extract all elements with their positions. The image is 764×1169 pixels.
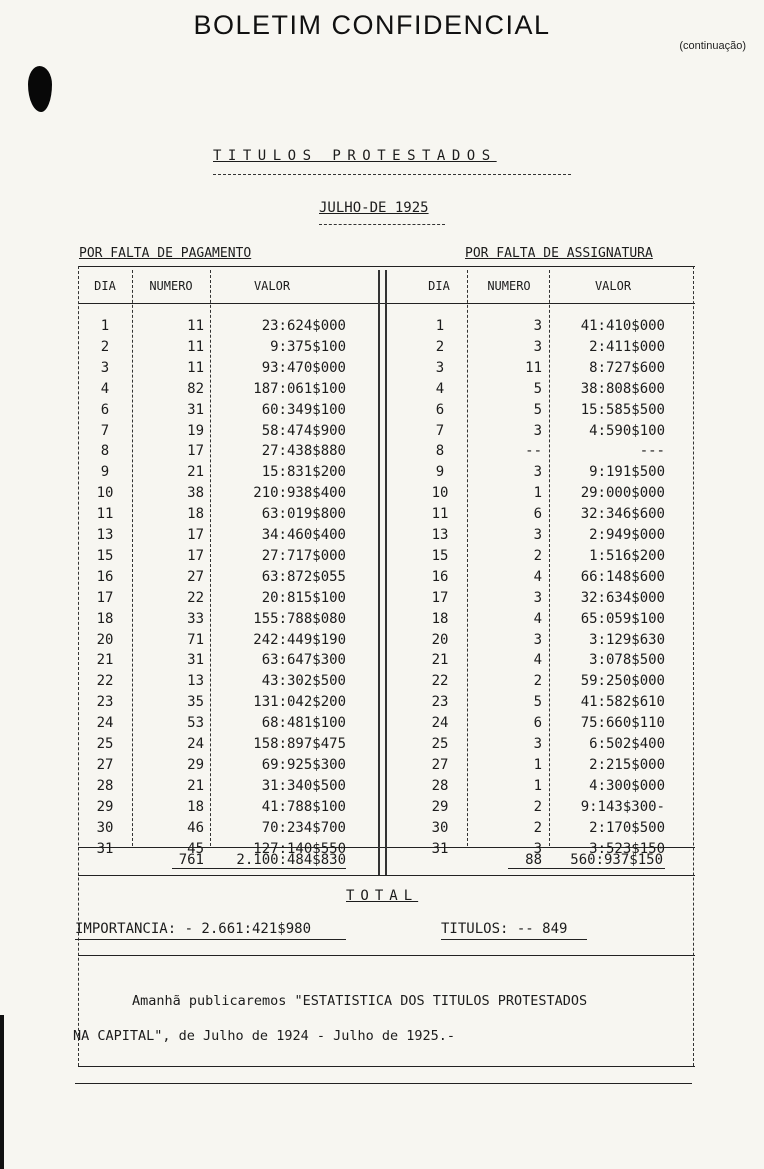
right-row-dia: 17 xyxy=(431,589,449,606)
left-row-valor: 34:460$400 xyxy=(261,527,346,543)
table-left-border xyxy=(78,266,79,1066)
right-total-numero: 88 xyxy=(525,852,542,868)
right-row-valor: 9:143$300- xyxy=(580,798,665,815)
left-row-dia: 3 xyxy=(100,359,110,376)
total-titulos: TITULOS: -- 849 xyxy=(441,921,568,937)
right-row-dia: 31 xyxy=(431,840,449,857)
right-row-valor: 15:585$500 xyxy=(580,401,665,418)
right-total-underline xyxy=(508,868,665,869)
left-row-valor: 58:474$900 xyxy=(261,422,346,439)
left-row-valor: 155:788$080 xyxy=(253,610,346,627)
left-row-numero: 17 xyxy=(187,547,204,564)
left-col-header-dia: DIA xyxy=(94,279,116,293)
right-row-numero: 1 xyxy=(533,777,542,794)
right-row-numero: 1 xyxy=(533,756,542,773)
left-row-valor: 210:938$400 xyxy=(253,485,346,502)
left-subtitle: POR FALTA DE PAGAMENTO xyxy=(79,246,252,261)
right-row-valor: 9:191$500 xyxy=(589,464,665,481)
left-row-dia: 24 xyxy=(96,715,114,732)
page-footer-rule xyxy=(75,1083,692,1084)
right-subtitle: POR FALTA DE ASSIGNATURA xyxy=(465,246,653,261)
total-importancia: IMPORTANCIA: - 2.661:421$980 xyxy=(75,921,312,937)
right-col-divider-2 xyxy=(549,270,550,846)
left-row-dia: 25 xyxy=(96,736,114,752)
left-row-numero: 46 xyxy=(187,819,204,836)
document-title: BOLETIM CONFIDENCIAL xyxy=(193,10,551,40)
right-col-header-numero: NUMERO xyxy=(487,279,531,293)
right-row-dia: 30 xyxy=(431,819,449,836)
left-row-numero: 21 xyxy=(187,777,204,794)
right-row-dia: 20 xyxy=(431,631,449,648)
left-row-numero: 18 xyxy=(187,506,204,523)
left-row-dia: 1 xyxy=(100,318,110,334)
right-row-numero: 11 xyxy=(525,359,542,376)
left-row-valor: 15:831$200 xyxy=(261,464,346,481)
left-row-valor: 63:019$800 xyxy=(261,506,346,523)
right-row-valor: --- xyxy=(639,443,665,460)
right-row-numero: 5 xyxy=(533,380,542,397)
left-total-valor: 2.100:484$830 xyxy=(236,852,346,868)
right-row-dia: 1 xyxy=(435,318,445,334)
right-row-valor: 3:078$500 xyxy=(589,652,665,669)
right-total-valor: 560:937$150 xyxy=(570,852,663,868)
continuation-label: (continuação) xyxy=(679,40,746,52)
left-row-valor: 63:647$300 xyxy=(261,652,346,669)
left-row-valor: 68:481$100 xyxy=(261,715,346,732)
right-row-dia: 23 xyxy=(431,694,449,711)
left-row-numero: 38 xyxy=(187,485,204,502)
left-row-numero: 71 xyxy=(187,631,204,648)
table-bottom-border xyxy=(78,875,695,876)
left-row-dia: 16 xyxy=(96,568,114,585)
right-row-valor: 4:300$000 xyxy=(589,777,665,794)
right-row-valor: 41:410$000 xyxy=(580,318,665,334)
table-top-border xyxy=(78,266,695,267)
right-row-numero: 2 xyxy=(533,798,542,815)
left-col-header-numero: NUMERO xyxy=(149,279,193,293)
right-row-dia: 22 xyxy=(431,673,449,690)
left-row-valor: 63:872$055 xyxy=(261,568,346,585)
right-row-numero: 2 xyxy=(533,547,542,564)
page-edge-shadow xyxy=(0,1015,4,1169)
left-row-numero: 19 xyxy=(187,422,204,439)
section-title: TITULOS PROTESTADOS xyxy=(213,148,497,164)
left-row-dia: 2 xyxy=(100,338,110,355)
right-row-valor: 3:523$150 xyxy=(589,840,665,857)
left-row-numero: 24 xyxy=(187,736,204,752)
left-row-dia: 20 xyxy=(96,631,114,648)
left-row-numero: 31 xyxy=(187,401,204,418)
right-row-dia: 7 xyxy=(435,422,445,439)
right-row-numero: 2 xyxy=(533,673,542,690)
left-row-numero: 17 xyxy=(187,527,204,543)
left-row-valor: 41:788$100 xyxy=(261,798,346,815)
left-row-dia: 9 xyxy=(100,464,110,481)
left-row-dia: 11 xyxy=(96,506,114,523)
right-row-dia: 21 xyxy=(431,652,449,669)
left-row-dia: 7 xyxy=(100,422,110,439)
left-row-valor: 69:925$300 xyxy=(261,756,346,773)
left-col-divider-1 xyxy=(132,270,133,846)
left-row-numero: 45 xyxy=(187,840,204,857)
right-row-numero: 3 xyxy=(533,338,542,355)
right-row-dia: 29 xyxy=(431,798,449,815)
left-row-dia: 28 xyxy=(96,777,114,794)
right-col-header-dia: DIA xyxy=(428,279,450,293)
ink-blot-mark xyxy=(28,66,52,112)
left-row-dia: 23 xyxy=(96,694,114,711)
left-total-numero: 761 xyxy=(178,852,204,868)
left-col-divider-2 xyxy=(210,270,211,846)
left-row-valor: 23:624$000 xyxy=(261,318,346,334)
note-line-2: NA CAPITAL", de Julho de 1924 - Julho de 1925.- xyxy=(73,1028,456,1044)
left-row-valor: 187:061$100 xyxy=(253,380,346,397)
left-row-dia: 4 xyxy=(100,380,110,397)
right-row-dia: 16 xyxy=(431,568,449,585)
left-row-valor: 70:234$700 xyxy=(261,819,346,836)
section-title-underline xyxy=(213,174,571,175)
right-row-numero: 3 xyxy=(533,840,542,857)
left-row-dia: 6 xyxy=(100,401,110,418)
right-row-dia: 25 xyxy=(431,736,449,752)
right-row-numero: 3 xyxy=(533,422,542,439)
left-row-numero: 11 xyxy=(187,338,204,355)
left-row-valor: 158:897$475 xyxy=(253,736,346,752)
left-row-numero: 33 xyxy=(187,610,204,627)
right-row-numero: 3 xyxy=(533,464,542,481)
right-col-divider-1 xyxy=(467,270,468,846)
left-row-numero: 11 xyxy=(187,359,204,376)
right-row-numero: 2 xyxy=(533,819,542,836)
right-row-numero: 3 xyxy=(533,318,542,334)
right-row-dia: 18 xyxy=(431,610,449,627)
left-row-valor: 242:449$190 xyxy=(253,631,346,648)
right-row-valor: 32:346$600 xyxy=(580,506,665,523)
right-row-valor: 2:411$000 xyxy=(589,338,665,355)
right-row-valor: 1:516$200 xyxy=(589,547,665,564)
right-row-valor: 32:634$000 xyxy=(580,589,665,606)
left-row-valor: 131:042$200 xyxy=(253,694,346,711)
right-row-dia: 13 xyxy=(431,527,449,543)
right-row-dia: 8 xyxy=(435,443,445,460)
right-row-valor: 2:170$500 xyxy=(589,819,665,836)
left-col-header-valor: VALOR xyxy=(253,279,291,293)
month-label: JULHO-DE 1925 xyxy=(319,200,429,216)
right-row-valor: 6:502$400 xyxy=(589,736,665,752)
left-row-numero: 11 xyxy=(187,318,204,334)
left-row-numero: 35 xyxy=(187,694,204,711)
left-row-dia: 10 xyxy=(96,485,114,502)
note-line-1: Amanhã publicaremos "ESTATISTICA DOS TITULOS PROTESTADOS xyxy=(132,993,588,1009)
right-row-dia: 2 xyxy=(435,338,445,355)
right-row-dia: 15 xyxy=(431,547,449,564)
total-bottom-border xyxy=(78,955,695,956)
right-row-numero: 5 xyxy=(533,694,542,711)
right-row-dia: 4 xyxy=(435,380,445,397)
right-row-numero: -- xyxy=(525,443,542,460)
total-heading: TOTAL xyxy=(346,888,419,904)
left-row-dia: 13 xyxy=(96,527,114,543)
left-row-numero: 53 xyxy=(187,715,204,732)
note-bottom-border xyxy=(78,1066,695,1067)
right-row-valor: 2:949$000 xyxy=(589,527,665,543)
left-total-underline xyxy=(172,868,346,869)
left-row-dia: 31 xyxy=(96,840,114,857)
left-row-dia: 18 xyxy=(96,610,114,627)
month-underline xyxy=(319,224,445,225)
right-row-numero: 3 xyxy=(533,736,542,752)
left-row-numero: 21 xyxy=(187,464,204,481)
left-row-numero: 82 xyxy=(187,380,204,397)
left-row-valor: 60:349$100 xyxy=(261,401,346,418)
right-row-valor: 38:808$600 xyxy=(580,380,665,397)
center-divider-2 xyxy=(385,270,387,875)
left-row-dia: 8 xyxy=(100,443,110,460)
right-row-numero: 6 xyxy=(533,715,542,732)
right-row-dia: 3 xyxy=(435,359,445,376)
left-row-numero: 31 xyxy=(187,652,204,669)
left-row-dia: 17 xyxy=(96,589,114,606)
right-col-header-valor: VALOR xyxy=(594,279,632,293)
right-row-valor: 59:250$000 xyxy=(580,673,665,690)
right-row-dia: 24 xyxy=(431,715,449,732)
right-row-dia: 10 xyxy=(431,485,449,502)
left-row-dia: 30 xyxy=(96,819,114,836)
right-row-valor: 65:059$100 xyxy=(580,610,665,627)
right-row-valor: 66:148$600 xyxy=(580,568,665,585)
left-row-valor: 93:470$000 xyxy=(261,359,346,376)
right-row-dia: 27 xyxy=(431,756,449,773)
right-row-valor: 2:215$000 xyxy=(589,756,665,773)
table-right-border xyxy=(693,266,694,1066)
left-row-valor: 27:717$000 xyxy=(261,547,346,564)
right-row-numero: 4 xyxy=(533,652,542,669)
left-row-numero: 29 xyxy=(187,756,204,773)
left-row-dia: 22 xyxy=(96,673,114,690)
right-row-valor: 4:590$100 xyxy=(589,422,665,439)
right-row-valor: 29:000$000 xyxy=(580,485,665,502)
left-row-numero: 22 xyxy=(187,589,204,606)
importancia-underline xyxy=(75,939,346,940)
left-row-numero: 13 xyxy=(187,673,204,690)
right-row-numero: 5 xyxy=(533,401,542,418)
right-row-valor: 41:582$610 xyxy=(580,694,665,711)
right-row-dia: 6 xyxy=(435,401,445,418)
right-row-numero: 3 xyxy=(533,589,542,606)
right-row-numero: 4 xyxy=(533,568,542,585)
left-row-numero: 17 xyxy=(187,443,204,460)
right-row-numero: 6 xyxy=(533,506,542,523)
titulos-underline xyxy=(441,939,587,940)
left-row-numero: 18 xyxy=(187,798,204,815)
left-row-valor: 31:340$500 xyxy=(261,777,346,794)
right-row-dia: 28 xyxy=(431,777,449,794)
left-row-valor: 43:302$500 xyxy=(261,673,346,690)
right-row-numero: 3 xyxy=(533,631,542,648)
left-row-dia: 15 xyxy=(96,547,114,564)
right-row-dia: 11 xyxy=(431,506,449,523)
center-divider xyxy=(378,270,380,875)
right-row-dia: 9 xyxy=(435,464,445,481)
left-row-valor: 127:140$550 xyxy=(253,840,346,857)
left-row-numero: 27 xyxy=(187,568,204,585)
right-row-numero: 3 xyxy=(533,527,542,543)
left-row-dia: 29 xyxy=(96,798,114,815)
right-row-valor: 3:129$630 xyxy=(589,631,665,648)
right-row-numero: 4 xyxy=(533,610,542,627)
right-row-numero: 1 xyxy=(533,485,542,502)
left-row-valor: 27:438$880 xyxy=(261,443,346,460)
left-row-dia: 27 xyxy=(96,756,114,773)
right-row-valor: 75:660$110 xyxy=(580,715,665,732)
left-row-dia: 21 xyxy=(96,652,114,669)
left-row-valor: 9:375$100 xyxy=(270,338,346,355)
left-row-valor: 20:815$100 xyxy=(261,589,346,606)
right-row-valor: 8:727$600 xyxy=(589,359,665,376)
